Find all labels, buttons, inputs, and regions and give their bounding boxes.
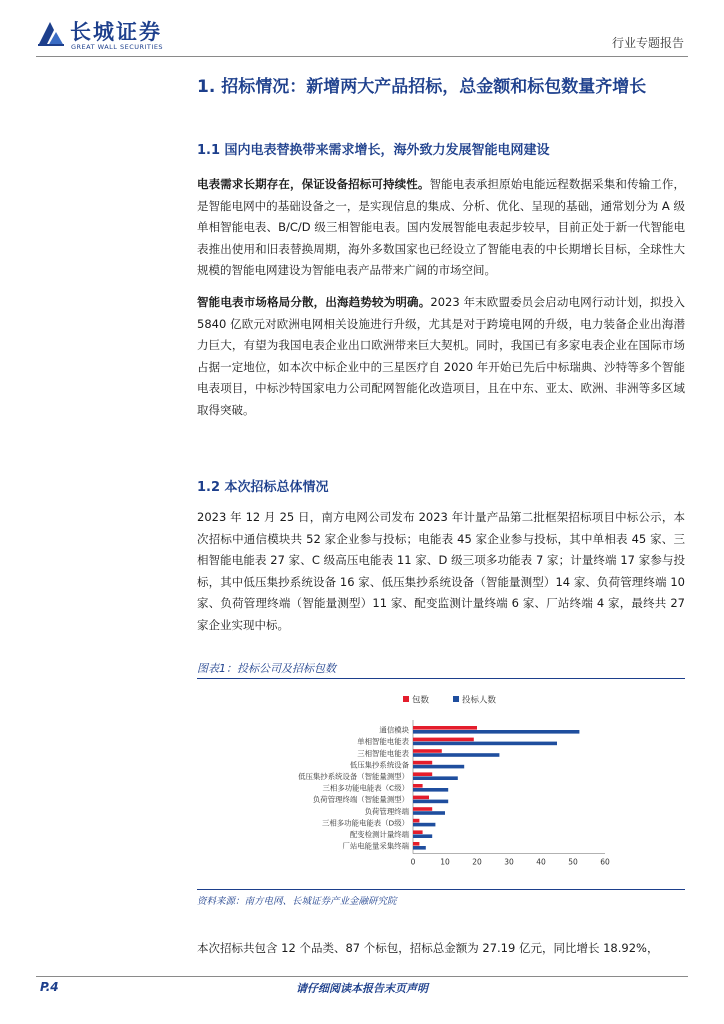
legend-swatch-1: [403, 696, 409, 702]
category-label: 低压集抄系统设备（智能量测型）: [298, 772, 409, 781]
bar-package-count: [413, 830, 423, 834]
bar-package-count: [413, 807, 432, 811]
bar-bidder-count: [413, 765, 464, 769]
category-label: 低压集抄系统设备: [349, 760, 409, 770]
bar-bidder-count: [413, 742, 557, 746]
category-label: 负荷管理终端（智能量测型）: [312, 795, 409, 805]
category-label: 三相多功能电能表（D级）: [322, 818, 409, 828]
bid-chart: [197, 682, 685, 887]
figure-title: 图表1：投标公司及招标包数: [197, 662, 336, 675]
x-tick-label: 30: [504, 857, 514, 867]
paragraph-summary: 本次招标共包含 12 个品类、87 个标包，招标总金额为 27.19 亿元，同比增长 18.92%，: [197, 941, 659, 955]
category-label: 负荷管理终端: [364, 806, 409, 816]
category-label: 三相多功能电能表（C级）: [322, 783, 409, 793]
paragraph-overview: 2023 年 12 月 25 日，南方电网公司发布 2023 年计量产品第二批框架招标项目中标公示，本次招标中通信模块共 52 家企业参与投标；电能表 45 家企业参与投标，其中单相表 45 家、三相智能电能表 27 家、C 级高压电能表 11 家、D 级三项多功能表 7 家；计量终端 17 家参与投标，其中低压集抄系统设备 16 家、低压集抄系统设备（智能量测型）14 家、负荷管理终端 10 家、负荷管理终端（智能量测型）11 家、配变监测计量终端 6 家、厂站终端 4 家，最终共 27 家企业实现中标。: [197, 510, 685, 632]
section-1-2-title: 1.2 本次招标总体情况: [197, 480, 329, 495]
category-label: 三相智能电能表: [357, 748, 409, 758]
legend-label-1: 包数: [412, 695, 430, 706]
bar-package-count: [413, 796, 429, 800]
logo-text: 长城证券: [70, 20, 162, 44]
category-label: 配变检测计量终端: [349, 830, 409, 839]
bar-package-count: [413, 749, 442, 753]
figure-source: 资料来源：南方电网、长城证券产业金融研究院: [197, 896, 397, 907]
bar-bidder-count: [413, 811, 445, 815]
bar-package-count: [413, 726, 477, 730]
bar-bidder-count: [413, 730, 579, 734]
bar-bidder-count: [413, 846, 426, 850]
great-wall-logo-icon: [36, 18, 66, 48]
header-divider: [36, 56, 688, 57]
x-tick-label: 40: [536, 857, 546, 867]
bar-bidder-count: [413, 823, 435, 827]
section-1-title: 1. 招标情况：新增两大产品招标，总金额和标包数量齐增长: [197, 77, 647, 97]
bar-package-count: [413, 738, 474, 742]
bar-package-count: [413, 761, 432, 765]
footer-disclaimer: 请仔细阅读本报告末页声明: [296, 982, 428, 995]
x-tick-label: 60: [600, 857, 610, 867]
x-tick-label: 20: [472, 857, 482, 867]
legend-swatch-2: [453, 696, 459, 702]
category-label: 通信模块: [379, 725, 409, 735]
paragraph-market-body: 2023 年末欧盟委员会启动电网行动计划，拟投入 5840 亿欧元对欧洲电网相关设施进行升级，尤其是对于跨境电网的升级，电力装备企业出海潜力巨大，有望为我国电表企业出口欧洲带来巨大契机。同时，我国已有多家电表企业在国际市场占据一定地位，如本次中标企业中的三星医疗自 2020 年开始已先后中标瑞典、沙特等多个智能电表项目，中标沙特国家电力公司配网智能化改造项目，且在中东、亚太、欧洲、非洲等多区域取得突破。: [197, 295, 685, 417]
paragraph-demand-lead: 电表需求长期存在，保证设备招标可持续性。: [197, 177, 430, 191]
paragraph-demand-body: 智能电表承担原始电能远程数据采集和传输工作，是智能电网中的基础设备之一，是实现信息的集成、分析、优化、呈现的基础，通常划分为 A 级单相智能电表、B/C/D 级三相智能电表。国内发展智能电表起步较早，目前正处于新一代智能电表推出使用和旧表替换周期，海外多数国家也已经设立了智能电表的中长期增长目标，全球性大规模的智能电网建设为智能电表产品带来广阔的市场空间。: [197, 177, 685, 277]
x-tick-label: 50: [568, 857, 578, 867]
category-label: 厂站电能量采集终端: [342, 841, 409, 851]
bar-package-count: [413, 784, 423, 788]
bar-package-count: [413, 772, 432, 776]
page-header: [0, 0, 724, 60]
bar-bidder-count: [413, 776, 458, 780]
bar-package-count: [413, 842, 419, 846]
x-tick-label: 0: [410, 857, 416, 867]
bar-bidder-count: [413, 834, 432, 838]
category-label: 单相智能电能表: [357, 737, 409, 747]
page-number: P.4: [40, 980, 59, 994]
x-tick-label: 10: [440, 857, 450, 867]
section-1-1-title: 1.1 国内电表替换带来需求增长，海外致力发展智能电网建设: [197, 143, 550, 158]
bar-bidder-count: [413, 800, 448, 804]
legend-label-2: 投标人数: [462, 695, 497, 706]
figure-top-rule: [197, 678, 685, 679]
bar-package-count: [413, 819, 419, 823]
paragraph-demand: [197, 174, 685, 282]
figure-bottom-rule: [197, 889, 685, 890]
footer-divider: [36, 976, 688, 977]
bar-bidder-count: [413, 788, 448, 792]
report-type-label: 行业专题报告: [611, 36, 684, 50]
logo-english-text: GREAT WALL SECURITIES: [71, 43, 164, 51]
paragraph-market: [197, 292, 685, 421]
paragraph-market-lead: 智能电表市场格局分散，出海趋势较为明确。: [197, 295, 431, 309]
bar-bidder-count: [413, 753, 499, 757]
